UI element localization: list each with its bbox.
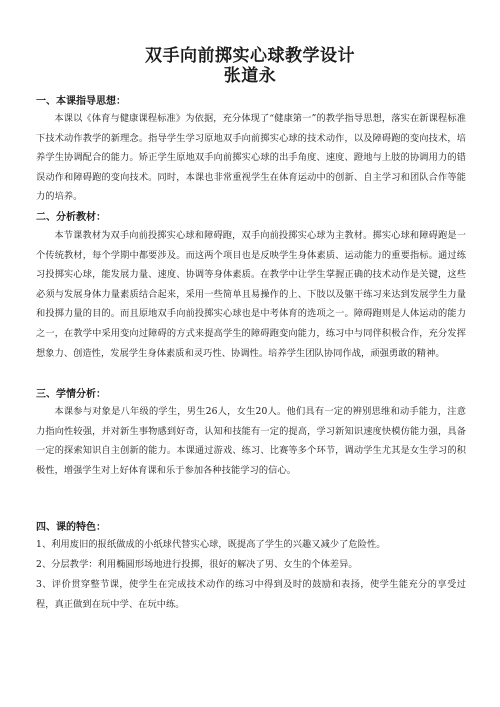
document-author: 张道永 <box>223 66 277 86</box>
section-paragraph-guiding-ideology: 本课以《体育与健康课程标准》为依据，充分体现了“健康第一”的教学指导思想，落实在新课程标准下技术动作教学的新理念。指导学生学习原地双手向前掷实心球的技术动作，以及障碍跑的变向技术，培养学生协调配合的能力。矫正学生原地双手向前掷实心球的出手角度、速度、蹬地与上肢的协调用力的错误动作和障碍跑的变向技术。同时，本课也非常重视学生在体育运动中的创新、自主学习和团队合作等能力的培养。 <box>36 113 466 203</box>
feature-item-3: 3、评价贯穿整节课，使学生在完成技术动作的练习中得到及时的鼓励和表扬，使学生能充分的享受过程，真正做到在玩中学、在玩中练。 <box>36 579 466 610</box>
feature-item-1: 1、利用废旧的报纸做成的小纸球代替实心球，既提高了学生的兴趣又减少了危险性。 <box>36 539 386 550</box>
section-paragraph-material-analysis: 本节课教材为双手向前投掷实心球和障碍跑，双手向前投掷实心球为主教材。掷实心球和障碍跑是一个传统教材，每个学期中都要涉及。而这两个项目也是反映学生身体素质、运动能力的重要指标。通过练习投掷实心球，能发展力量、速度、协调等身体素质。在教学中让学生掌握正确的技术动作是关键，这些必须与发展身体力量素质结合起来，采用一些简单且易操作的上、下肢以及躯干练习来达到发展学生力量和投掷力量的目的。而且原地双手向前投掷实心球也是中考体育的选项之一。障碍跑则是人体运动的能力之一，在教学中采用变向过障碍的方式来提高学生的障碍跑变向能力，练习中与同伴积极合作，充分发挥想象力、创造性，发展学生身体素质和灵巧性、协调性。培养学生团队协同作战，顽强勇敢的精神。 <box>36 230 466 359</box>
document-title: 双手向前掷实心球教学设计 <box>145 46 355 66</box>
section-heading-guiding-ideology: 一、本课指导思想： <box>36 96 126 107</box>
section-heading-material-analysis: 二、分析教材： <box>36 212 106 223</box>
section-heading-lesson-features: 四、课的特色： <box>36 522 106 533</box>
feature-item-2: 2、分层教学：利用椭圆形场地进行投掷，很好的解决了男、女生的个体差异。 <box>36 559 358 570</box>
section-paragraph-student-analysis: 本课参与对象是八年级的学生，男生26人，女生20人。他们具有一定的辨别思维和动手能力，注意力指向性较强，并对新生事物感到好奇，认知和技能有一定的提高，学习新知识速度快模仿能力强，具备一定的探索知识自主创新的能力。本课通过游戏、练习、比赛等多个环节，调动学生尤其是女生学习的积极性，增强学生对上好体育课和乐于参加各种技能学习的信心。 <box>36 406 466 476</box>
section-heading-student-analysis: 三、学情分析： <box>36 389 106 400</box>
